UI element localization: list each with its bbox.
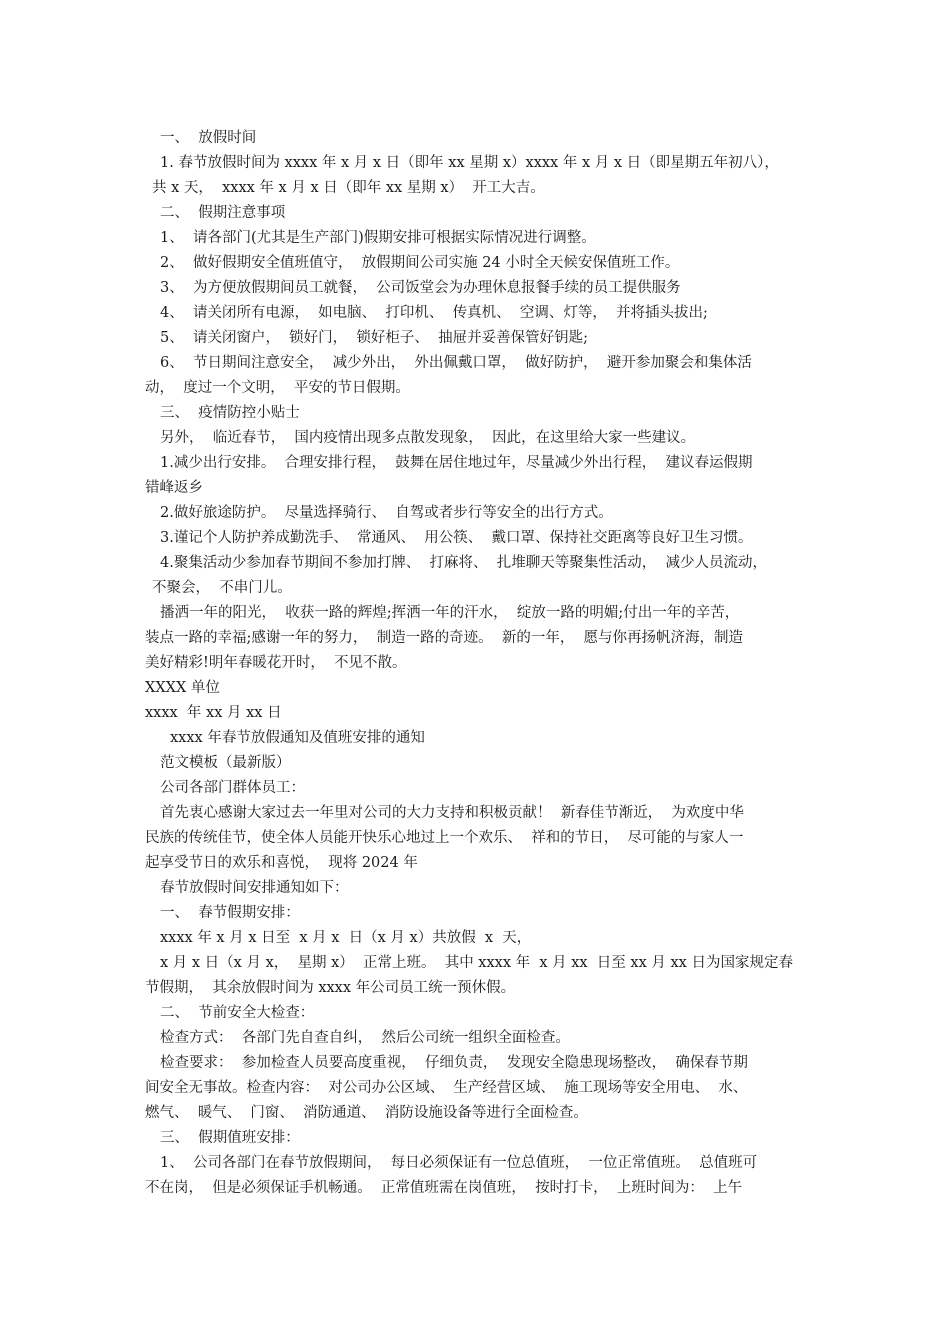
section-heading-spring-holiday: 一、 春节假期安排： — [160, 905, 300, 921]
paragraph-line: 检查要求： 参加检查人员要高度重视， 仔细负责， 发现安全隐患现场整改， 确保春节期 — [160, 1055, 748, 1071]
list-item: 4.聚集活动少参加春节期间不参加打牌、 打麻将、 扎堆聊天等聚集性活动， 减少人员流动， — [160, 555, 767, 571]
paragraph-line: 不在岗， 但是必须保证手机畅通。 正常值班需在岗值班， 按时打卡， 上班时间为： 上午 — [145, 1180, 743, 1196]
list-item: 2、 做好假期安全值班值守， 放假期间公司实施 24 小时全天候安保值班工作。 — [160, 255, 680, 271]
paragraph-line: 美好精彩!明年春暖花开时， 不见不散。 — [145, 655, 407, 671]
list-item: 3、 为方便放假期间员工就餐， 公司饭堂会为办理休息报餐手续的员工提供服务 — [160, 280, 681, 296]
paragraph-line: 播洒一年的阳光， 收获一路的辉煌;挥洒一年的汗水， 绽放一路的明媚;付出一年的辛苦， — [160, 605, 740, 621]
list-item: 1、 请各部门(尤其是生产部门)假期安排可根据实际情况进行调整。 — [160, 230, 596, 246]
list-item: 4、 请关闭所有电源， 如电脑、 打印机、 传真机、 空调、灯等， 并将插头拔出; — [160, 305, 708, 321]
paragraph-line: 节假期， 其余放假时间为 xxxx 年公司员工统一预休假。 — [145, 980, 516, 996]
paragraph-line: 动， 度过一个文明， 平安的节日假期。 — [145, 380, 410, 396]
paragraph-line: 间安全无事故。检查内容： 对公司办公区域、 生产经营区域、 施工现场等安全用电、 水、 — [145, 1080, 748, 1096]
document-title: xxxx 年春节放假通知及值班安排的通知 — [170, 730, 425, 746]
paragraph-line: 装点一路的幸福;感谢一年的努力， 制造一路的奇迹。 新的一年， 愿与你再扬帆济海，制造 — [145, 630, 744, 646]
list-item: 5、 请关闭窗户， 锁好门， 锁好柜子、 抽屉并妥善保管好钥匙; — [160, 330, 588, 346]
paragraph-line: 共 x 天， xxxx 年 x 月 x 日（即年 xx 星期 x） 开工大吉。 — [152, 180, 545, 196]
section-heading-holiday-notes: 二、 假期注意事项 — [160, 205, 286, 221]
section-heading-safety-check: 二、 节前安全大检查： — [160, 1005, 315, 1021]
list-item: 3.谨记个人防护养成勤洗手、 常通风、 用公筷、 戴口罩、保持社交距离等良好卫生习惯。 — [160, 530, 753, 546]
paragraph-line: 燃气、 暖气、 门窗、 消防通道、 消防设施设备等进行全面检查。 — [145, 1105, 588, 1121]
paragraph-line: 不聚会， 不串门儿。 — [152, 580, 292, 596]
section-heading-holiday-time: 一、 放假时间 — [160, 130, 257, 146]
paragraph-line: 起享受节日的欢乐和喜悦， 现将 2024 年 — [145, 855, 418, 871]
paragraph-line: 1. 春节放假时间为 xxxx 年 x 月 x 日（即年 xx 星期 x）xxxx 年 x 月 x 日（即星期五年初八）， — [160, 155, 779, 171]
list-item: 6、 节日期间注意安全， 减少外出， 外出佩戴口罩， 做好防护， 避开参加聚会和集体活 — [160, 355, 752, 371]
paragraph-line: 民族的传统佳节，使全体人员能开快乐心地过上一个欢乐、 祥和的节日， 尽可能的与家人一 — [145, 830, 744, 846]
paragraph-line: 首先衷心感谢大家过去一年里对公司的大力支持和积极贡献！ 新春佳节渐近， 为欢度中华 — [160, 805, 744, 821]
paragraph-line: 检查方式： 各部门先自查自纠， 然后公司统一组织全面检查。 — [160, 1030, 570, 1046]
list-item: 1.减少出行安排。 合理安排行程， 鼓舞在居住地过年，尽量减少外出行程， 建议春运假期 — [160, 455, 753, 471]
paragraph-line: 另外， 临近春节， 国内疫情出现多点散发现象， 因此，在这里给大家一些建议。 — [160, 430, 696, 446]
signature-unit: XXXX 单位 — [145, 680, 220, 696]
paragraph-line: xxxx 年 x 月 x 日至 x 月 x 日（x 月 x）共放假 x 天， — [160, 930, 532, 946]
paragraph-line: 春节放假时间安排通知如下： — [160, 880, 349, 896]
paragraph-line: x 月 x 日（x 月 x， 星期 x） 正常上班。 其中 xxxx 年 x 月 xx 日至 xx 月 xx 日为国家规定春 — [160, 955, 793, 971]
section-heading-duty-arrangement: 三、 假期值班安排： — [160, 1130, 300, 1146]
document-subtitle: 范文模板（最新版） — [160, 755, 291, 771]
section-heading-epidemic-tips: 三、 疫情防控小贴士 — [160, 405, 300, 421]
paragraph-line: 错峰返乡 — [145, 480, 203, 496]
list-item: 1、 公司各部门在春节放假期间， 每日必须保证有一位总值班， 一位正常值班。 总值班可 — [160, 1155, 758, 1171]
salutation: 公司各部门群体员工： — [160, 780, 305, 796]
list-item: 2.做好旅途防护。 尽量选择骑行、 自驾或者步行等安全的出行方式。 — [160, 505, 613, 521]
signature-date: xxxx 年 xx 月 xx 日 — [145, 705, 282, 721]
